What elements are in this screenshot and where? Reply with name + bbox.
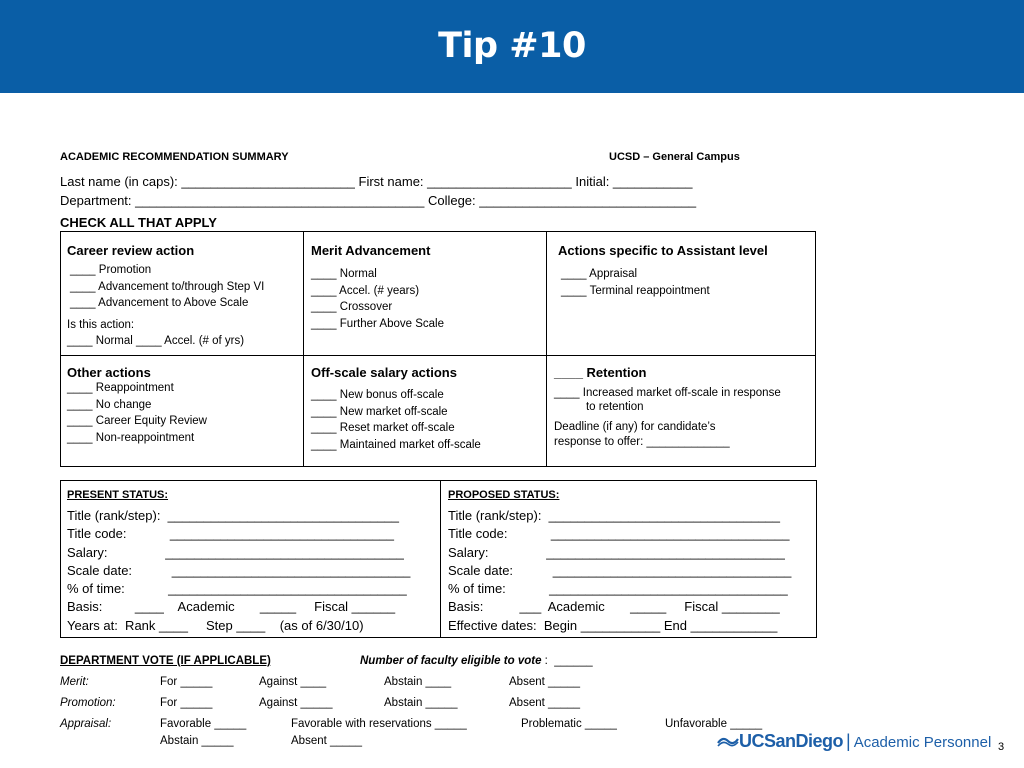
present-status-heading: PRESENT STATUS: bbox=[67, 489, 169, 501]
retention-cell bbox=[554, 365, 781, 450]
proposed-status-row: Effective dates: Begin ___________ End ____________ bbox=[448, 617, 778, 633]
merit-vote-absent: Absent _____ bbox=[509, 676, 580, 688]
present-status-row: Years at: Rank ____ Step ____ (as of 6/30/10) bbox=[67, 617, 364, 633]
career-item: ____ Promotion bbox=[70, 264, 152, 276]
offscale-item: ____ Reset market off-scale bbox=[311, 422, 455, 434]
career-review-heading: Career review action bbox=[67, 243, 195, 258]
promotion-vote-label: Promotion: bbox=[60, 697, 116, 709]
merit-vote-against: Against ____ bbox=[259, 676, 327, 688]
wave-icon bbox=[717, 734, 739, 748]
retention-item: to retention bbox=[554, 401, 644, 413]
merit-vote-abstain: Abstain ____ bbox=[384, 676, 452, 688]
present-status-row: Title (rank/step): ________________________________ bbox=[67, 508, 400, 523]
present-status-cell bbox=[67, 489, 410, 635]
retention-heading: ____ Retention bbox=[554, 365, 647, 380]
proposed-status-heading: PROPOSED STATUS: bbox=[448, 489, 560, 501]
proposed-status-row: Title (rank/step): ________________________________ bbox=[448, 508, 781, 523]
proposed-status-row: Title code: _________________________________ bbox=[448, 526, 790, 542]
promotion-vote-absent: Absent _____ bbox=[509, 697, 580, 709]
other-actions-cell bbox=[67, 365, 207, 446]
logo-separator: | bbox=[846, 731, 851, 751]
assistant-cell bbox=[558, 243, 768, 299]
appraisal-vote-abstain: Abstain _____ bbox=[160, 735, 234, 747]
eligible-line bbox=[360, 655, 593, 667]
other-item: ____ Career Equity Review bbox=[67, 415, 207, 427]
promotion-vote-abstain: Abstain _____ bbox=[384, 697, 458, 709]
promotion-vote-against: Against _____ bbox=[259, 697, 333, 709]
other-item: ____ Reappointment bbox=[67, 382, 174, 394]
logo-ucsd-text: UCSanDiego bbox=[739, 731, 844, 751]
table-divider bbox=[60, 355, 816, 356]
merit-item: ____ Crossover bbox=[311, 301, 393, 313]
career-item: ____ Advancement to/through Step VI bbox=[70, 280, 265, 293]
appraisal-vote-favorable: Favorable _____ bbox=[160, 718, 247, 730]
campus-label: UCSD – General Campus bbox=[609, 151, 740, 163]
other-item: ____ No change bbox=[67, 398, 152, 411]
proposed-status-row: Salary: _________________________________ bbox=[448, 544, 785, 560]
retention-item: ____ Increased market off-scale in response bbox=[554, 387, 781, 399]
form-title: ACADEMIC RECOMMENDATION SUMMARY bbox=[60, 151, 289, 163]
proposed-status-cell bbox=[448, 489, 791, 635]
career-options: ____ Normal ____ Accel. (# of yrs) bbox=[67, 335, 245, 347]
merit-cell bbox=[311, 243, 444, 332]
appraisal-vote-unfavorable: Unfavorable _____ bbox=[665, 718, 763, 730]
check-all-label: CHECK ALL THAT APPLY bbox=[60, 215, 217, 230]
proposed-status-row: % of time: _________________________________ bbox=[448, 581, 788, 597]
merit-heading: Merit Advancement bbox=[311, 243, 431, 258]
assistant-item: ____ Appraisal bbox=[561, 268, 638, 280]
appraisal-vote-absent: Absent _____ bbox=[291, 735, 362, 747]
assistant-item: ____ Terminal reappointment bbox=[561, 284, 710, 297]
eligible-blank: : ______ bbox=[541, 655, 593, 667]
ucsd-academic-personnel-logo bbox=[717, 731, 991, 752]
deadline-text: Deadline (if any) for candidate’s bbox=[554, 421, 716, 433]
table-divider bbox=[440, 480, 441, 638]
offscale-item: ____ New bonus off-scale bbox=[311, 389, 444, 401]
offscale-heading: Off-scale salary actions bbox=[311, 365, 457, 380]
offscale-item: ____ Maintained market off-scale bbox=[311, 438, 481, 451]
career-review-cell bbox=[67, 243, 264, 350]
merit-vote-for: For _____ bbox=[160, 676, 213, 688]
offscale-cell bbox=[311, 365, 481, 453]
department-line: Department: ________________________________________ College: ______________________________ bbox=[60, 193, 697, 208]
table-divider bbox=[546, 231, 547, 467]
appraisal-vote-reservations: Favorable with reservations _____ bbox=[291, 718, 467, 730]
career-question: Is this action: bbox=[67, 318, 135, 331]
other-actions-heading: Other actions bbox=[67, 365, 151, 380]
assistant-heading: Actions specific to Assistant level bbox=[558, 243, 768, 258]
offscale-item: ____ New market off-scale bbox=[311, 405, 448, 418]
appraisal-vote-problematic: Problematic _____ bbox=[521, 718, 617, 730]
proposed-status-row: Scale date: _________________________________ bbox=[448, 562, 792, 578]
merit-vote-label: Merit: bbox=[60, 676, 89, 688]
career-item: ____ Advancement to Above Scale bbox=[70, 297, 249, 309]
present-status-row: % of time: _________________________________ bbox=[67, 581, 407, 597]
merit-item: ____ Further Above Scale bbox=[311, 317, 444, 330]
vote-heading: DEPARTMENT VOTE (IF APPLICABLE) bbox=[60, 655, 271, 667]
slide-number: 3 bbox=[998, 741, 1005, 753]
eligible-label: Number of faculty eligible to vote bbox=[360, 655, 542, 667]
merit-item: ____ Accel. (# years) bbox=[311, 284, 420, 297]
promotion-vote-for: For _____ bbox=[160, 697, 213, 709]
table-divider bbox=[303, 231, 304, 467]
slide-title: Tip #10 bbox=[438, 26, 586, 66]
present-status-row: Salary: _________________________________ bbox=[67, 544, 404, 560]
present-status-row: Title code: _______________________________ bbox=[67, 526, 394, 542]
name-line: Last name (in caps): ________________________ First name: ____________________ Initial: ___________ bbox=[60, 174, 693, 189]
proposed-status-row: Basis: ___ Academic _____ Fiscal ________ bbox=[448, 599, 780, 615]
logo-dept-text: Academic Personnel bbox=[853, 734, 992, 751]
appraisal-vote-label: Appraisal: bbox=[60, 718, 112, 730]
deadline-text: response to offer: _____________ bbox=[554, 436, 730, 448]
present-status-row: Scale date: _________________________________ bbox=[67, 562, 411, 578]
merit-item: ____ Normal bbox=[311, 268, 377, 280]
other-item: ____ Non-reappointment bbox=[67, 431, 195, 444]
present-status-row: Basis: ____ Academic _____ Fiscal ______ bbox=[67, 599, 396, 615]
